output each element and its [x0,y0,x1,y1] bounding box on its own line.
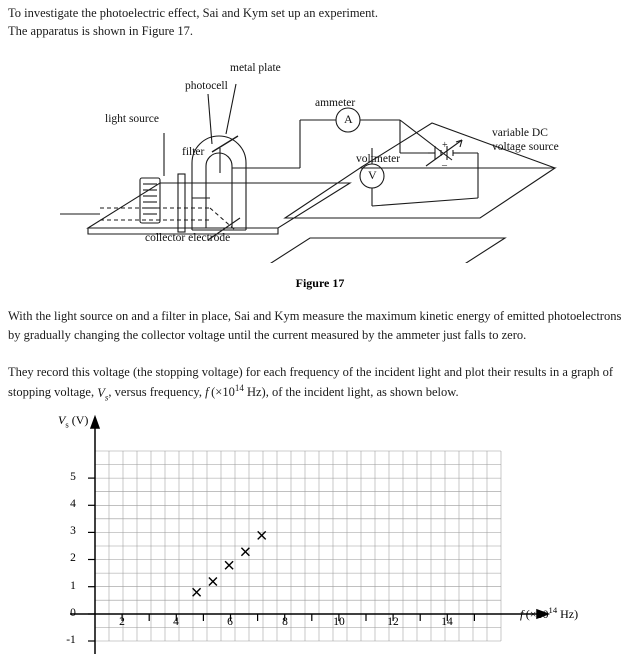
stopping-voltage-graph [40,413,600,654]
label-variable-dc-voltage-source: variable DC voltage source [492,127,559,154]
x-tick-14: 14 [441,616,453,628]
x-tick-8: 8 [282,616,288,628]
x-tick-6: 6 [227,616,233,628]
label-light-source: light source [105,113,159,125]
label-voltmeter: voltmeter [356,153,401,165]
ammeter-symbol: A [344,112,353,126]
intro-line-2: The apparatus is shown in Figure 17. [8,24,194,38]
x-tick-10: 10 [333,616,345,628]
body-paragraph-2: They record this voltage (the stopping voltage) for each frequency of the incident light and plot their results in a graph of stopping voltage, $V_s$, versus frequency, f ($\times 10^{14}$ Hz), of the incident light, as shown below. [8,365,614,403]
para2-mid: , versus frequency, [108,385,206,400]
x-axis-label: f ($\times 10^{14}$ Hz) [520,605,579,621]
label-ammeter: ammeter [315,97,356,109]
label-collector-electrode: collector electrode [145,232,231,244]
body-paragraph-1: With the light source on and a filter in place, Sai and Kym measure the maximum kinetic energy of emitted photoelectrons by gradually changing the collector voltage until the current measured by the ammeter just falls to zero. [8,309,622,343]
y-tick-minus1: -1 [66,634,76,646]
y-tick-3: 3 [70,525,76,537]
y-tick-4: 4 [70,498,76,510]
x-tick-12: 12 [387,616,399,628]
para2-prefix: They record this voltage (the stopping voltage) for each frequency of the incident light and plot their results in a graph of stopping voltage, [8,365,614,400]
y-axis-label: $V_s$ (V) [58,413,89,430]
intro-line-1: To investigate the photoelectric effect, Sai and Kym set up an experiment. [8,6,378,20]
label-photocell: photocell [185,80,228,92]
y-tick-5: 5 [70,471,76,483]
y-tick-1: 1 [70,580,76,592]
x-tick-4: 4 [173,616,179,628]
y-tick-0: 0 [70,607,76,619]
apparatus-svg [60,48,580,263]
para2-suffix: , of the incident light, as shown below. [265,385,459,400]
battery-minus-sign: – [442,160,447,171]
label-metal-plate: metal plate [230,62,281,74]
y-tick-2: 2 [70,552,76,564]
apparatus-diagram [60,48,580,263]
figure-caption: Figure 17 [295,276,345,290]
label-filter: filter [182,146,205,158]
battery-plus-sign: + [442,140,448,151]
voltmeter-symbol: V [368,168,377,182]
x-tick-2: 2 [119,616,125,628]
